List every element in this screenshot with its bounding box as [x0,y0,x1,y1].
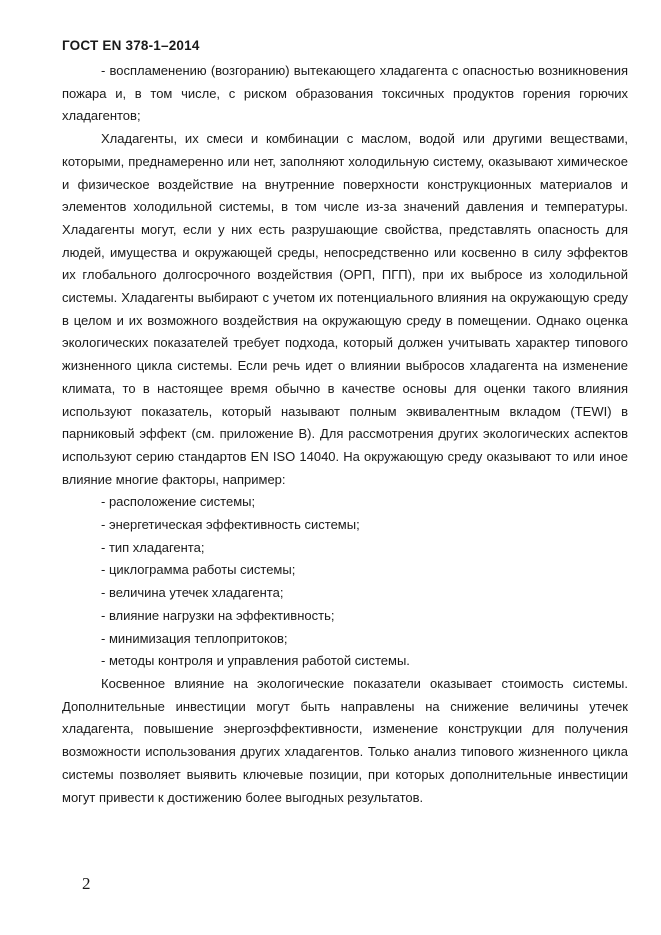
list-item: - тип хладагента; [101,539,205,555]
refrigerant-impact-paragraph: Хладагенты, их смеси и комбинации с маслом, водой или другими веществами, которыми, преднамеренно или нет, заполняют холодильную систему, оказывают химическое и физическое воздействие на внутренние поверхности конструкционных материалов и элементов холодильной системы, в том числе из-за значений давления и температуры. Хладагенты могут, если у них есть разрушающие свойства, представлять опасность для людей, имущества и окружающей среды, непосредственно или косвенно в силу эффектов их глобального долгосрочного воздействия (ОРП, ПГП), при их выбросе из холодильной системы. Хладагенты выбирают с учетом их потенциального влияния на окружающую среду в целом и их возможного воздействия на окружающую среду в помещении. Однако оценка экологических показателей требует подхода, который должен учитывать характер типового жизненного цикла системы. Если речь идет о влиянии выбросов хладагента на изменение климата, то в настоящее время обычно в качестве основы для оценки такого влияния используют показатель, который называют полным эквивалентным вкладом (TEWI) в парниковый эффект (см. приложение В). Для рассмотрения других экологических аспектов используют серию стандартов EN ISO 14040. На окружающую среду оказывают то или иное влияние многие факторы, например: [62,131,628,487]
list-item: - энергетическая эффективность системы; [101,517,360,533]
list-item: - методы контроля и управления работой системы. [101,653,410,669]
intro-bullet-paragraph: - воспламенению (возгоранию) вытекающего хладагента с опасностью возникновения пожара и, в том числе, с риском образования токсичных продуктов горения горючих хладагентов; [62,63,628,124]
environmental-factors-list [62,491,628,673]
page-number: 2 [82,874,91,893]
list-item: - влияние нагрузки на эффективность; [101,607,335,623]
list-item: - минимизация теплопритоков; [101,630,288,646]
standard-code-header: ГОСТ EN 378-1–2014 [62,38,200,53]
document-body [62,60,628,809]
list-item: - расположение системы; [101,494,256,510]
list-item: - величина утечек хладагента; [101,585,284,601]
list-item: - циклограмма работы системы; [101,562,296,578]
indirect-influence-paragraph: Косвенное влияние на экологические показатели оказывает стоимость системы. Дополнительные инвестиции могут быть направлены на снижение величины утечек хладагента, повышение энергоэффективности, изменение конструкции для получения возможности использования других хладагентов. Только анализ типового жизненного цикла системы позволяет выявить ключевые позиции, при которых дополнительные инвестиции могут привести к достижению более выгодных результатов. [62,675,628,805]
